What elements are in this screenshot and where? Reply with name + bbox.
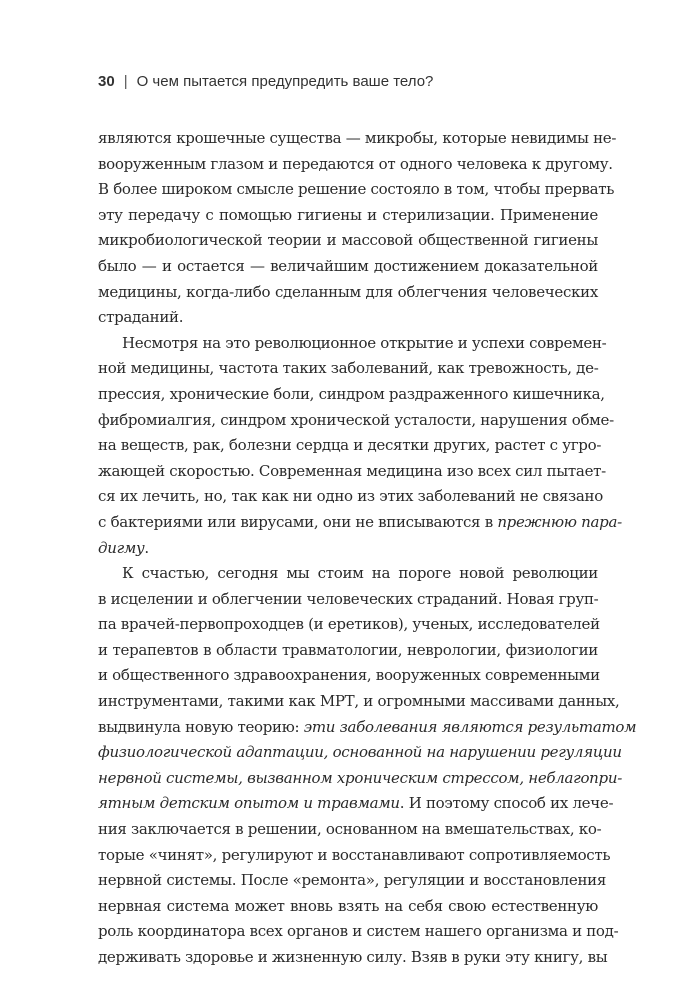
chapter-title: О чем пытается предупредить ваше тело? — [136, 73, 434, 90]
page-number: 30 — [98, 73, 115, 90]
emphasis-text: ятным детским опытом и травмами — [98, 794, 400, 813]
text-line — [98, 766, 622, 792]
text-segment: с бактериями или вирусами, они не вписываются в — [98, 512, 498, 531]
text-line: ния заключается в решении, основанном на вмешательствах, ко- — [98, 820, 602, 839]
text-line: в исцелении и облегчении человеческих страданий. Новая груп- — [98, 589, 599, 608]
text-line: роль координатора всех органов и систем нашего организма и под- — [98, 922, 619, 941]
emphasis-text: прежнюю пара- — [497, 512, 622, 531]
text-line: дигму. — [98, 538, 149, 557]
text-line: К счастью, сегодня мы стоим на пороге новой революции — [122, 564, 598, 583]
emphasis-text: дигму — [98, 538, 145, 557]
text-line: являются крошечные существа — микробы, которые невидимы не- — [98, 129, 617, 147]
text-line: инструментами, такими как МРТ, и огромными массивами данных, — [98, 692, 620, 711]
text-line: нервная система может вновь взять на себя свою естественную — [98, 896, 598, 915]
text-line — [98, 740, 622, 766]
text-line: и общественного здравоохранения, вооруженных современными — [98, 666, 600, 685]
text-line: жающей скоростью. Современная медицина изо всех сил пытает- — [98, 461, 606, 480]
text-line: медицины, когда-либо сделанным для облегчения человеческих — [98, 282, 598, 301]
text-line: фибромиалгия, синдром хронической усталости, нарушения обме- — [98, 410, 614, 429]
header-separator: | — [123, 73, 128, 90]
text-line: В более широком смысле решение состояло в том, чтобы прервать — [98, 180, 615, 199]
text-line: нервной системы. После «ремонта», регуляции и восстановления — [98, 871, 607, 890]
emphasis-text: нервной системы, вызванном хроническим стрессом, неблагопри- — [98, 768, 622, 787]
text-line: и терапевтов в области травматологии, неврологии, физиологии — [98, 640, 598, 659]
text-line: держивать здоровье и жизненную силу. Взяв в руки эту книгу, вы — [98, 948, 608, 966]
text-segment: выдвинула новую теорию: — [98, 717, 304, 736]
text-line: было — и остается — величайшим достижением доказательной — [98, 256, 598, 275]
text-line: Несмотря на это революционное открытие и успехи современ- — [122, 333, 607, 352]
text-segment: . И поэтому способ их лече- — [399, 794, 614, 813]
text-line: вооруженным глазом и передаются от одного человека к другому. — [98, 154, 613, 173]
running-header — [98, 72, 433, 92]
text-line — [98, 715, 637, 741]
body-text — [98, 126, 637, 971]
text-line: торые «чинят», регулируют и восстанавливают сопротивляемость — [98, 845, 611, 864]
text-line: эту передачу с помощью гигиены и стерилизации. Применение — [98, 205, 598, 224]
text-line — [98, 510, 622, 536]
emphasis-text: эти заболевания являются результатом — [303, 717, 637, 736]
text-line: па врачей-первопроходцев (и еретиков), ученых, исследователей — [98, 615, 600, 634]
text-line: на веществ, рак, болезни сердца и десятки других, растет с угро- — [98, 436, 602, 455]
text-line: ся их лечить, но, так как ни одно из этих заболеваний не связано — [98, 487, 603, 506]
text-line: ной медицины, частота таких заболеваний, как тревожность, де- — [98, 359, 599, 378]
text-line: микробиологической теории и массовой общественной гигиены — [98, 231, 598, 250]
emphasis-text: физиологической адаптации, основанной на нарушении регуляции — [98, 743, 622, 762]
text-line: прессия, хронические боли, синдром раздраженного кишечника, — [98, 384, 605, 403]
text-line — [98, 791, 614, 817]
text-line: страданий. — [98, 308, 184, 327]
